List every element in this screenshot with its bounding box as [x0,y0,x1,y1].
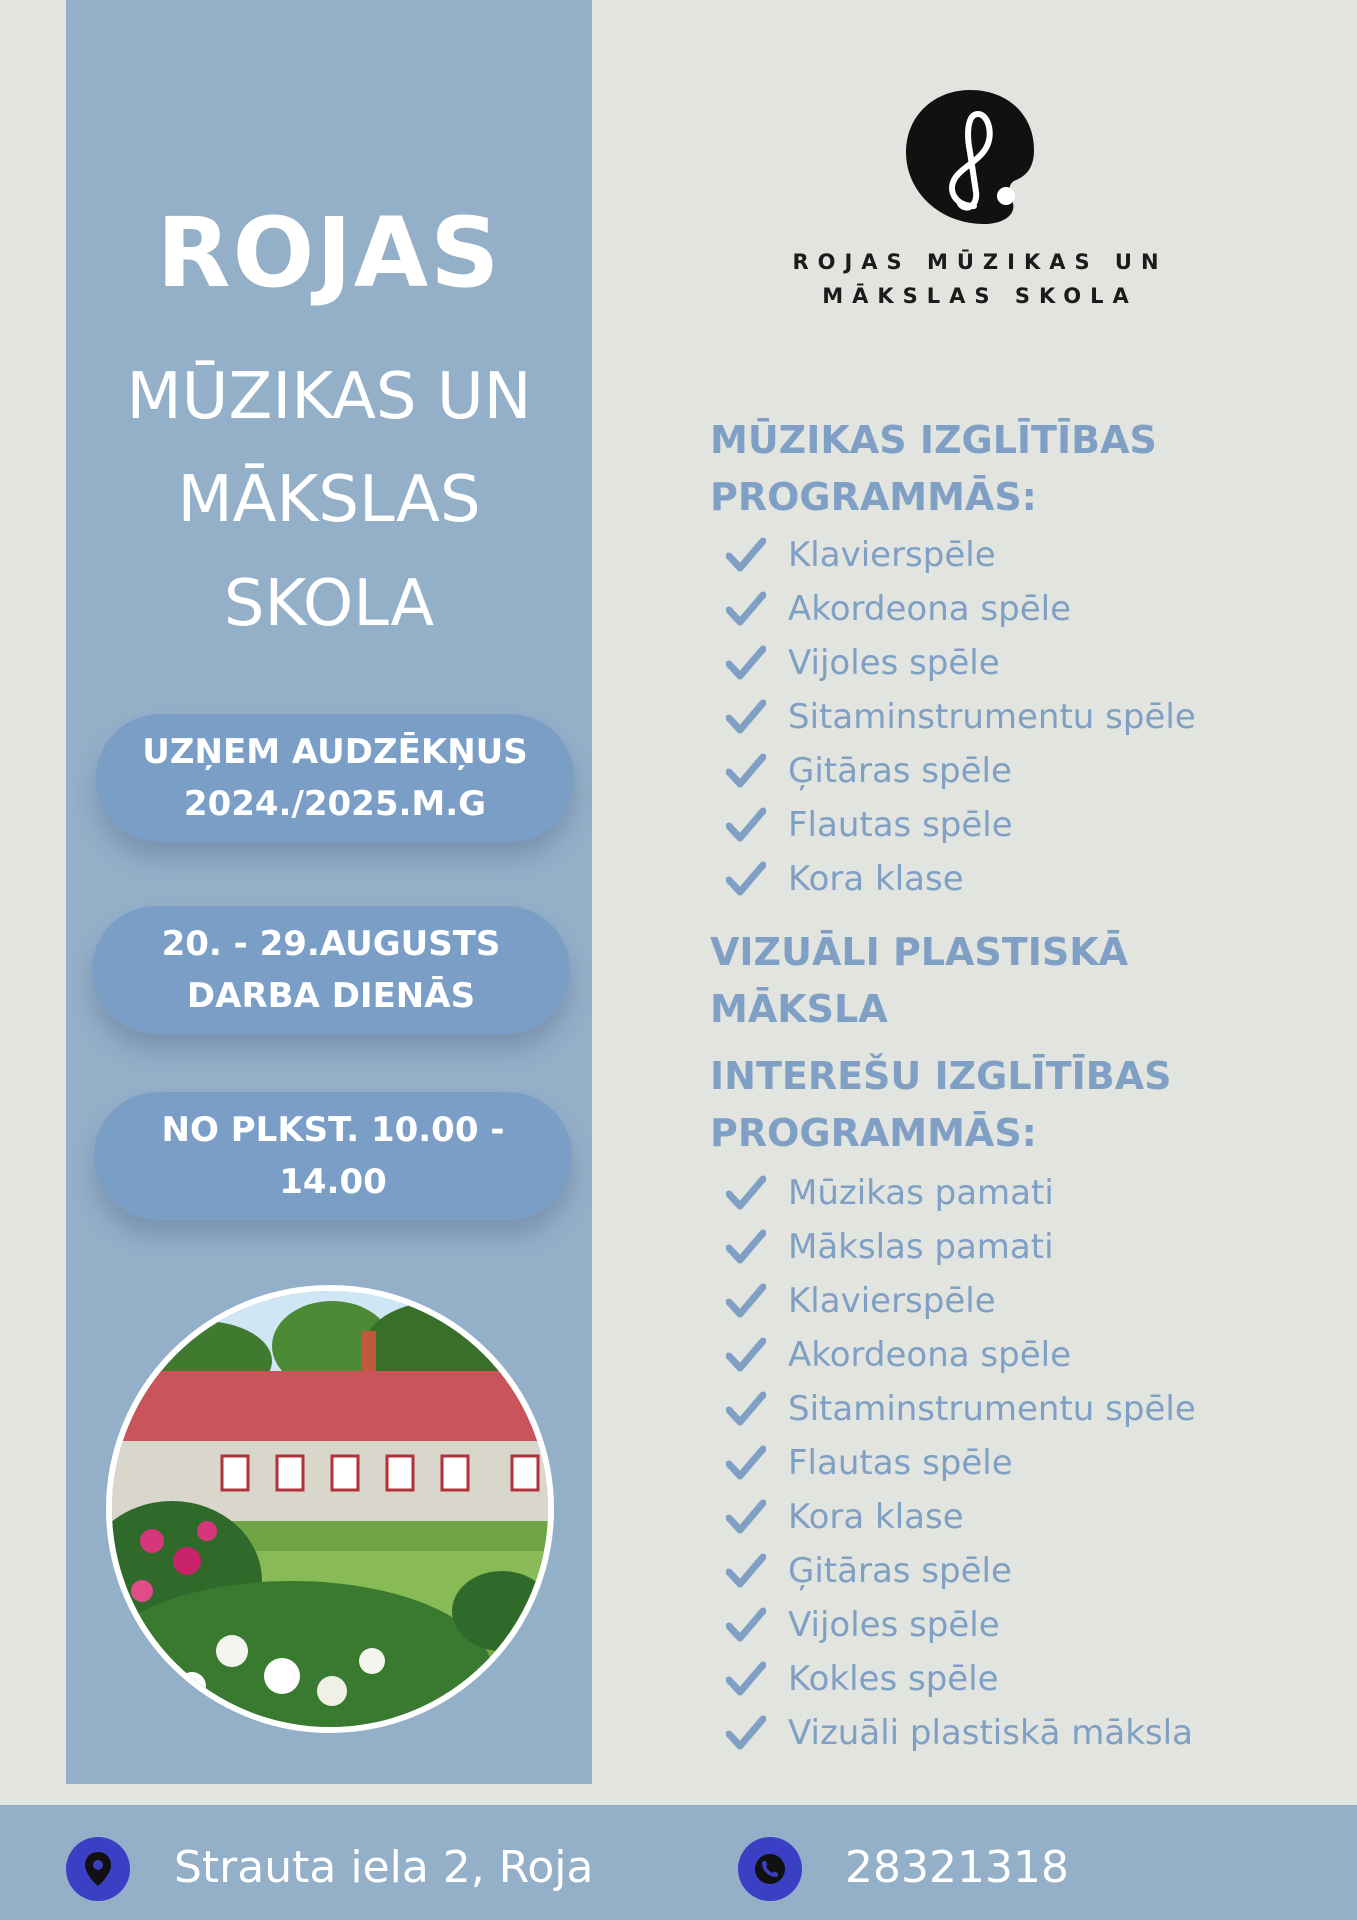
check-icon [726,1337,766,1373]
list-item-label: Kora klase [788,859,964,899]
list-item [726,1706,1196,1760]
check-icon [726,591,766,627]
music-heading-line-1: MŪZIKAS IZGLĪTĪBAS [710,418,1157,462]
admission-pill [96,714,574,842]
footer-address: Strauta iela 2, Roja [174,1842,594,1893]
list-item-label: Akordeona spēle [788,589,1071,629]
check-icon [726,1445,766,1481]
list-item-label: Sitaminstrumentu spēle [788,1389,1196,1429]
footer [0,1805,1357,1920]
list-item-label: Klavierspēle [788,535,996,575]
hero-title: ROJAS [156,197,502,309]
list-item-label: Vijoles spēle [788,1605,1000,1645]
dates-line-1: 20. - 29.AUGUSTS [161,924,501,964]
list-item-label: Kora klase [788,1497,964,1537]
check-icon [726,1229,766,1265]
school-logo [904,88,1036,226]
check-icon [726,861,766,897]
check-icon [726,1175,766,1211]
school-building-illustration [112,1291,548,1727]
check-icon [726,699,766,735]
admission-line-2: 2024./2025.M.G [183,784,487,824]
interest-heading-line-2: PROGRAMMĀS: [710,1111,1037,1155]
school-building-photo [106,1285,554,1733]
list-item [726,636,1196,690]
check-icon [726,645,766,681]
dates-pill [92,906,570,1034]
list-item [726,1544,1196,1598]
list-item-label: Vizuāli plastiskā māksla [788,1713,1193,1753]
check-icon [726,1283,766,1319]
check-icon [726,1391,766,1427]
interest-programs-heading [710,1048,1172,1162]
check-icon [726,807,766,843]
list-item-label: Kokles spēle [788,1659,999,1699]
list-item [726,798,1196,852]
visual-art-heading [710,924,1128,1038]
visual-art-heading-line-2: MĀKSLA [710,987,888,1031]
list-item [726,1220,1196,1274]
music-programs-heading [710,412,1157,526]
hours-line-1: NO PLKST. 10.00 - [161,1110,505,1150]
list-item-label: Flautas spēle [788,1443,1013,1483]
list-item-label: Ģitāras spēle [788,751,1012,791]
check-icon [726,1661,766,1697]
list-item-label: Mākslas pamati [788,1227,1054,1267]
interest-programs-list [726,1166,1196,1760]
list-item-label: Mūzikas pamati [788,1173,1054,1213]
logo-text-line-2: MĀKSLAS SKOLA [822,284,1138,308]
list-item [726,582,1196,636]
list-item [726,1436,1196,1490]
check-icon [726,753,766,789]
music-programs-list [726,528,1196,906]
list-item [726,528,1196,582]
check-icon [726,1715,766,1751]
list-item [726,1328,1196,1382]
list-item [726,1166,1196,1220]
list-item [726,1598,1196,1652]
hours-line-2: 14.00 [279,1162,387,1202]
check-icon [726,1499,766,1535]
list-item [726,744,1196,798]
hero-subtitle-line-2: MĀKSLAS [177,463,481,537]
list-item-label: Ģitāras spēle [788,1551,1012,1591]
logo-text-line-1: ROJAS MŪZIKAS UN [792,250,1168,274]
list-item-label: Sitaminstrumentu spēle [788,697,1196,737]
hero-subtitle-line-1: MŪZIKAS UN [126,360,532,434]
check-icon [726,537,766,573]
list-item [726,1490,1196,1544]
list-item-label: Klavierspēle [788,1281,996,1321]
interest-heading-line-1: INTEREŠU IZGLĪTĪBAS [710,1054,1172,1098]
list-item-label: Akordeona spēle [788,1335,1071,1375]
list-item [726,1274,1196,1328]
list-item [726,1382,1196,1436]
list-item [726,690,1196,744]
left-panel [66,0,592,1784]
admission-line-1: UZŅEM AUDZĒKŅUS [142,732,528,772]
list-item [726,1652,1196,1706]
hours-pill [94,1092,572,1220]
check-icon [726,1553,766,1589]
footer-phone: 28321318 [845,1842,1069,1893]
hero-subtitle-line-3: SKOLA [223,567,435,641]
location-pin-icon [66,1837,130,1901]
visual-art-heading-line-1: VIZUĀLI PLASTISKĀ [710,930,1129,974]
check-icon [726,1607,766,1643]
list-item-label: Vijoles spēle [788,643,1000,683]
treble-clef-palette-icon [904,88,1036,226]
list-item [726,852,1196,906]
music-heading-line-2: PROGRAMMĀS: [710,475,1037,519]
list-item-label: Flautas spēle [788,805,1013,845]
phone-icon [738,1837,802,1901]
dates-line-2: DARBA DIENĀS [186,976,476,1016]
